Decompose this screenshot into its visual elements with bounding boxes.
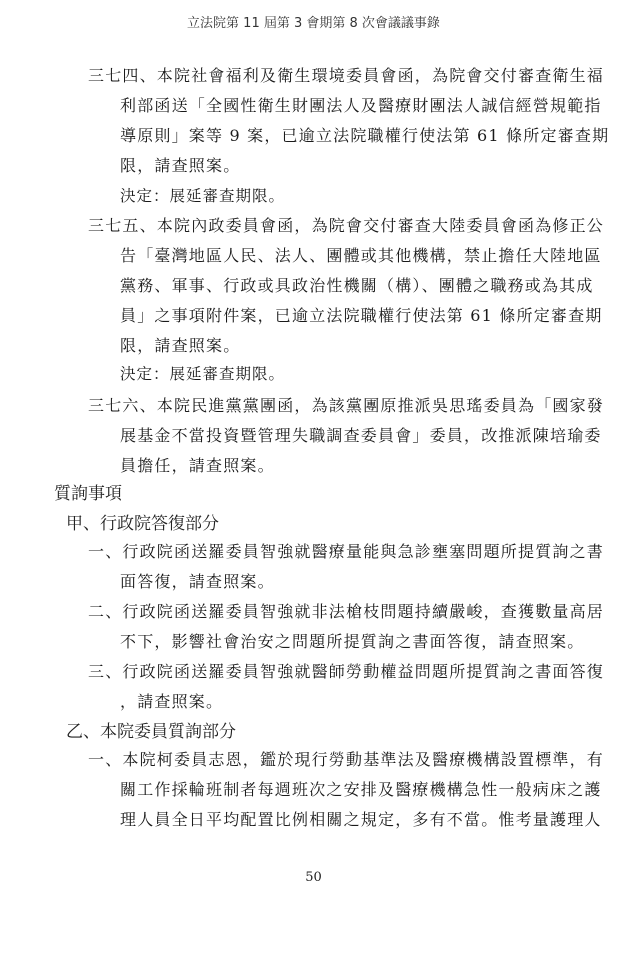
part-a-item-2-line-1: 二、行政院函送羅委員智強就非法槍枝問題持續嚴峻，查獲數量高居 [88,602,605,621]
item-375-line-1: 三七五、本院內政委員會函，為院會交付審查大陸委員會函為修正公 [88,216,605,235]
item-374-line-3: 導原則」案等 9 案，已逾立法院職權行使法第 61 條所定審查期 [120,126,610,145]
part-a-item-1-line-2: 面答復，請查照案。 [120,572,275,591]
page-header: 立法院第 11 屆第 3 會期第 8 次會議議事錄 [187,16,440,31]
item-375-line-4: 員」之事項附件案，已逾立法院職權行使法第 61 條所定審查期 [120,306,603,325]
part-b-item-1-line-3: 理人員全日平均配置比例相關之規定，多有不當。惟考量護理人 [120,810,602,829]
item-375-decision: 決定：展延審查期限。 [120,365,286,383]
item-375-line-2: 告「臺灣地區人民、法人、團體或其他機構，禁止擔任大陸地區 [120,246,602,265]
part-b-item-1-line-2: 關工作採輪班制者每週班次之安排及醫療機構急性一般病床之護 [120,780,602,799]
part-b-item-1-line-1: 一、本院柯委員志恩，鑑於現行勞動基準法及醫療機構設置標準，有 [88,750,605,769]
item-374-line-1: 三七四、本院社會福利及衛生環境委員會函，為院會交付審查衛生福 [88,66,605,85]
part-a-item-3-line-1: 三、行政院函送羅委員智強就醫師勞動權益問題所提質詢之書面答復 [88,662,605,681]
part-a-item-3-line-2: ，請查照案。 [120,692,224,711]
item-376-line-3: 員擔任，請查照案。 [120,456,275,475]
item-374-line-4: 限，請查照案。 [120,156,241,175]
part-a-item-1-line-1: 一、行政院函送羅委員智強就醫療量能與急診壅塞問題所提質詢之書 [88,542,605,561]
part-a-heading: 甲、行政院答復部分 [66,514,219,534]
item-375-line-5: 限，請查照案。 [120,336,241,355]
item-374-decision: 決定：展延審查期限。 [120,187,286,205]
part-a-item-2-line-2: 不下，影響社會治安之問題所提質詢之書面答復，請查照案。 [120,632,585,651]
item-375-line-3: 黨務、軍事、行政或具政治性機關（構）、團體之職務或為其成 [120,276,594,295]
item-376-line-2: 展基金不當投資暨管理失職調查委員會」委員，改推派陳培瑜委 [120,426,602,445]
item-376-line-1: 三七六、本院民進黨黨團函，為該黨團原推派吳思瑤委員為「國家發 [88,396,605,415]
section-heading-interpellation: 質詢事項 [54,484,122,504]
part-b-heading: 乙、本院委員質詢部分 [66,722,236,742]
item-374-line-2: 利部函送「全國性衛生財團法人及醫療財團法人誠信經營規範指 [120,96,602,115]
page-number: 50 [305,870,322,885]
